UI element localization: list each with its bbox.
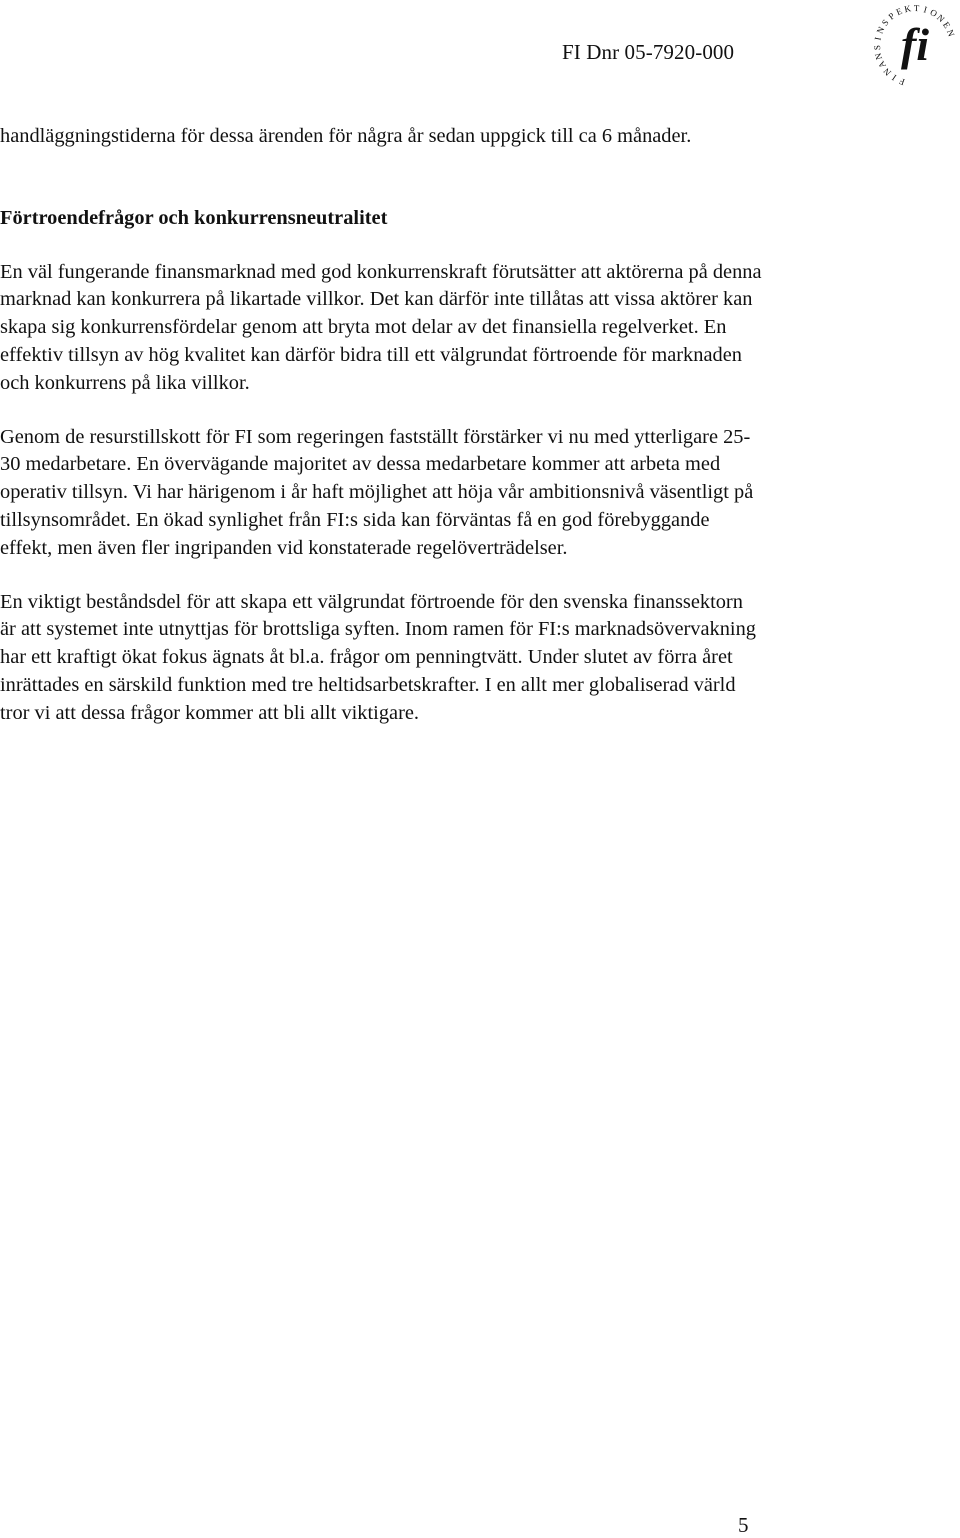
logo-letter: O bbox=[928, 7, 939, 19]
logo-letter: A bbox=[876, 59, 888, 70]
logo-letter: F bbox=[897, 76, 907, 88]
logo-letter: N bbox=[874, 25, 887, 36]
logo-letter: I bbox=[872, 36, 883, 42]
logo-letter: I bbox=[922, 4, 929, 15]
continuation-paragraph: handläggningstiderna för dessa ärenden för några år sedan uppgick till ca 6 månader. bbox=[0, 125, 692, 147]
logo-mark: fi bbox=[900, 19, 930, 70]
logo-letter: N bbox=[881, 66, 894, 78]
logo-letter: K bbox=[903, 3, 912, 15]
paragraph-competition: En väl fungerande finansmarknad med god konkurrenskraft förutsätter att aktörerna på denna marknad kan konkurrera på likartade villkor. Det kan därför inte tillåtas att vissa aktörer kan skapa sig konkurrensfördelar genom att bryta mot delar av det finansiella regelverket. En effektiv tillsyn av hög kvalitet kan därför bidra till ett välgrundat förtroende för marknaden och konkurrens på lika villkor. bbox=[0, 260, 762, 394]
finansinspektionen-logo bbox=[872, 2, 958, 88]
logo-letter: P bbox=[886, 10, 897, 22]
logo-letter: S bbox=[872, 44, 883, 51]
document-body bbox=[0, 123, 762, 728]
section-heading: Förtroendefrågor och konkurrensneutralitet bbox=[0, 206, 388, 229]
page-number: 5 bbox=[738, 1513, 749, 1537]
logo-letter: E bbox=[894, 5, 904, 18]
logo-letter: I bbox=[890, 72, 899, 83]
logo-letter: N bbox=[944, 28, 957, 38]
logo-letter: N bbox=[872, 51, 885, 61]
logo-letter: T bbox=[913, 2, 920, 14]
paragraph-resources: Genom de resurstillskott för FI som regeringen fastställt förstärker vi nu med ytterligare 25-30 medarbetare. En övervägande majoritet av dessa medarbetare kommer att arbeta med operativ tillsyn. Vi har härigenom i år haft möjlighet att höja vår ambitionsnivå väsentligt på tillsynsområdet. En ökad synlighet från FI:s sida kan förväntas få en god förebyggande effekt, men även fler ingripanden vid konstaterade regelöverträdelser. bbox=[0, 425, 754, 559]
logo-letter: N bbox=[935, 12, 947, 25]
logo-letter: S bbox=[879, 17, 891, 28]
paragraph-money-laundering: En viktigt beståndsdel för att skapa ett välgrundat förtroende för den svenska finanssektorn är att systemet inte utnyttjas för brottsliga syften. Inom ramen för FI:s marknadsövervakning har ett kraftigt ökat fokus ägnats åt bl.a. frågor om penningtvätt. Under slutet av förra året inrättades en särskild funktion med tre heltidsarbetskrafter. I en allt mer globaliserad värld tror vi att dessa frågor kommer att bli allt viktigare. bbox=[0, 590, 756, 724]
document-reference: FI Dnr 05-7920-000 bbox=[562, 40, 735, 64]
logo-letter: E bbox=[940, 19, 953, 31]
